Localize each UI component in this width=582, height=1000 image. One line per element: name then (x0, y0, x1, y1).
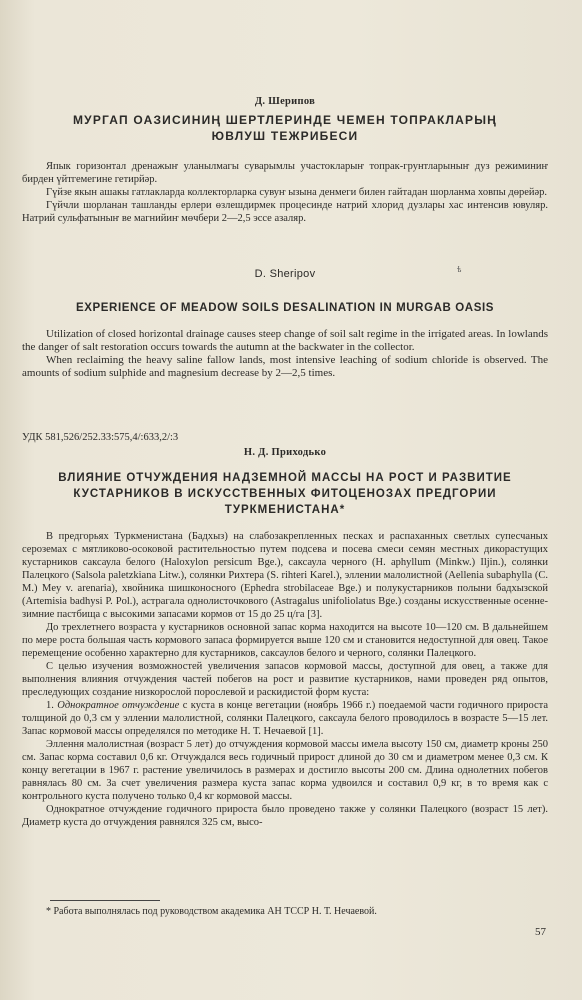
italic-term: Однократное отчуждение (57, 700, 180, 711)
title-ru-line2: КУСТАРНИКОВ В ИСКУССТВЕННЫХ ФИТОЦЕНОЗАХ ПРЕДГОРИИ (73, 488, 497, 500)
author-sheripov-en: D. Sheripov (254, 268, 316, 280)
stray-mark: ѣ (457, 265, 462, 274)
author-sheripov-tk: Д. Шерипов (254, 96, 316, 107)
page-number: 57 (535, 926, 546, 938)
title-ru (22, 470, 548, 518)
list-number: 1. (46, 700, 54, 711)
udc-code: УДК 581,526/252.33:575,4/:633,2/:3 (22, 432, 179, 443)
title-tk-line1: МУРГАП ОАЗИСИНИҢ ШЕРТЛЕРИНДЕ ЧЕМЕН ТОПРАКЛАРЫҢ (72, 113, 498, 127)
title-ru-line1: ВЛИЯНИЕ ОТЧУЖДЕНИЯ НАДЗЕМНОЙ МАССЫ НА РОСТ И РАЗВИТИЕ (58, 472, 512, 484)
paragraph-rest: с куста в конце вегетации (ноябрь 1966 г.) поедаемой части годичного прироста толщиной до 0,3 см у эллении малолистной, солянки Палецкого, саксаула белого проводилось в возрасте 5—15 лет. Запас кормовой массы определялся по методике Н. Т. Нечаевой [1]. (22, 700, 549, 737)
footnote: * Работа выполнялась под руководством академика АН ТССР Н. Т. Нечаевой. (46, 906, 377, 917)
footnote-rule (50, 900, 160, 901)
title-ru-line3: ТУРКМЕНИСТАНА* (224, 504, 346, 516)
paragraph: С целью изучения возможностей увеличения запасов кормовой массы, доступной для овец, а также для выполнения влияния отчуждения частей побегов на рост и развитие кустарников, нами проведен ряд опытов, преследующих создание низкорослой порослевой и раскидистой форм куста: (22, 661, 548, 698)
paragraph (22, 699, 548, 738)
paragraph: Однократное отчуждение годичного прироста было проведено также у солянки Палецкого (возраст 15 лет). Диаметр куста до отчуждения равнялся 325 см, высо- (22, 804, 548, 828)
abstract-tk (22, 160, 548, 225)
paragraph: Гүйзе якын ашакы гатлакларда коллекторларка сувуҥ ызына денмеги билен гайтадан шорланма ховпы дөрейәр. (46, 187, 548, 198)
author-prikhodko: Н. Д. Приходько (243, 447, 327, 458)
paragraph: До трехлетнего возраста у кустарников основной запас корма находится на высоте 10—120 см. В дальнейшем по мере роста большая часть кормового запаса формируется выше 120 см и становится недоступной для овец. Такое перемещение особенно характерно для кустарников, саксаулов белого и черного, солянки Палецкого. (22, 622, 548, 659)
paragraph: В предгорьях Туркменистана (Бадхыз) на слабозакрепленных песках и распаханных светлых супесчаных сероземах с мятликово-осоковой растительностью путем подсева и посева смеси семян местных дикорастущих кустарников саксаула белого (Haloxylon persicum Bge.), саксаула черного (H. aphyllum (Minkw.) Iljin.), солянки Палецкого (Salsola paletzkiana Litw.), солянки Рихтера (S. rihteri Karel.), эллении малолистной (Aellenia subaphylla (C. M.) Mey v. arenaria), хвойника шишконосного (Ephedra strobilaceae Bge.) и полукустарников полыни бадхызской (Artemisia badhysi P. Pol.), астрагала однолисточкового (Astragalus unifoliolatus Bge.) созданы искусственные осенне-зимние пастбища с высокими запасами кормов от 15 до 25 ц/га [3]. (22, 531, 548, 620)
title-tk-line2: ЮВЛУШ ТЕЖРИБЕСИ (211, 129, 359, 143)
article-body-ru (22, 530, 548, 829)
title-tk (22, 112, 548, 144)
abstract-en (22, 328, 548, 380)
paragraph: Эллення малолистная (возраст 5 лет) до отчуждения кормовой массы имела высоту 150 см, диаметр кроны 250 см. Запас корма составил 0,6 кг. Отчуждался весь годичный прирост длиной до 30 см и диаметром менее 0,3 см. К концу вегетации в 1967 г. растение увеличилось в размерах и достигло высоты 200 см. Длина однолетних побегов равнялась 80 см. За счет увеличения размера куста запас корма удвоился и составил 0,9 кг, в то время как с контрольного куста получено только 0,4 кг кормовой массы. (22, 739, 548, 802)
title-en: EXPERIENCE OF MEADOW SOILS DESALINATION IN MURGAB OASIS (75, 302, 495, 314)
paragraph: Япык горизонтал дренажыҥ уланылмагы суварымлы участокларыҥ топрак-грунтларыныҥ дуз режиминиҥ бирден үйтгемегине гетирйәр. (22, 161, 548, 185)
paragraph: Гүйчли шорланан ташланды ерлери өзлешдирмек процесинде натрий хлорид дузлары хас интенсив ювуляр. Натрий сульфатыныҥ ве магнийиҥ мөчбери 2—2,5 эссе азаляр. (22, 200, 548, 224)
paragraph: When reclaiming the heavy saline fallow lands, most intensive leaching of sodium chloride is observed. The amounts of sodium sulphide and magnesium decrease by 2—2,5 times. (22, 354, 548, 379)
paragraph: Utilization of closed horizontal drainage causes steep change of soil salt regime in the irrigated areas. In lowlands the danger of salt restoration occurs towards the autumn at the backwater in the collector. (22, 328, 548, 353)
